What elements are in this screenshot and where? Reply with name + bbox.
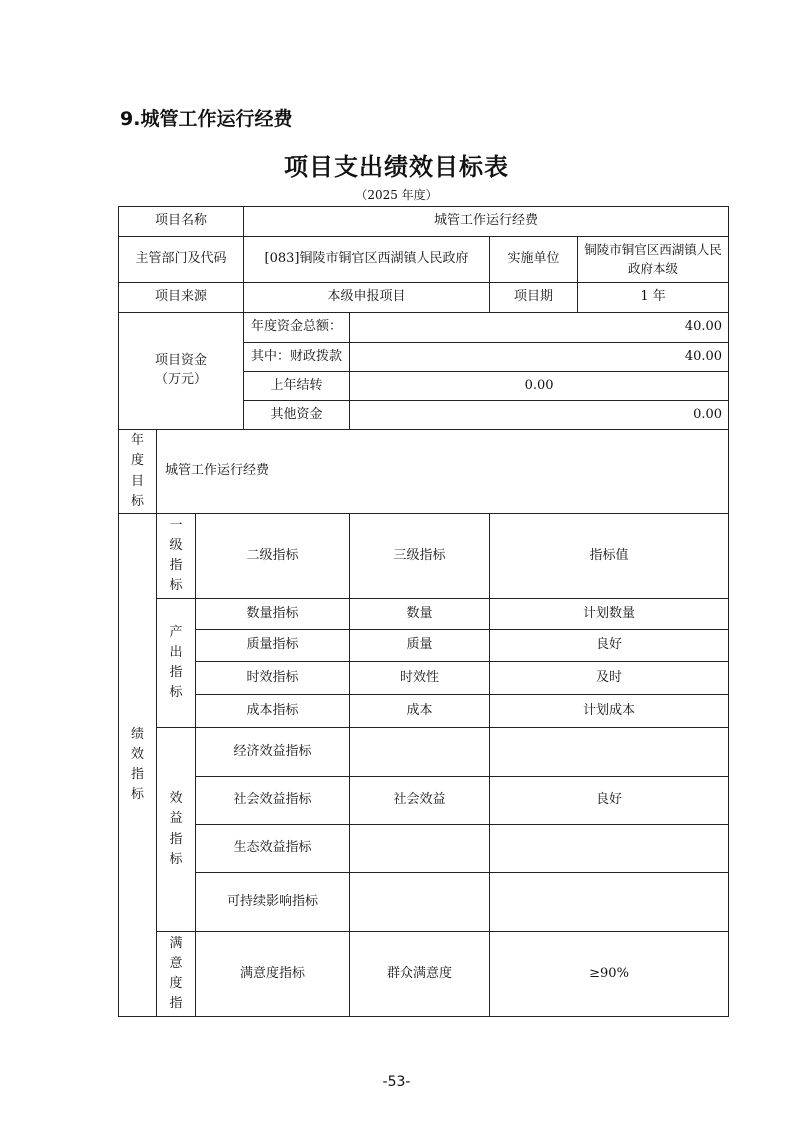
source-value: 本级申报项目 <box>244 283 490 313</box>
funds-fiscal-label: 其中：财政拨款 <box>244 343 350 372</box>
table-row-l3: 质量 <box>350 630 490 662</box>
period-label: 项目期 <box>490 283 578 313</box>
table-row-value: 计划成本 <box>490 695 729 728</box>
period-value: 1 年 <box>578 283 729 313</box>
output-indicator-label: 产出指标 <box>157 599 196 728</box>
table-row-value: 及时 <box>490 662 729 695</box>
table-row-l2: 满意度指标 <box>196 932 350 1017</box>
table-row-l2: 成本指标 <box>196 695 350 728</box>
table-row-l2: 社会效益指标 <box>196 777 350 825</box>
level3-header: 三级指标 <box>350 514 490 599</box>
table-row-value: 良好 <box>490 777 729 825</box>
table-row-l2: 生态效益指标 <box>196 825 350 873</box>
value-header: 指标值 <box>490 514 729 599</box>
table-row-l3: 社会效益 <box>350 777 490 825</box>
section-heading: 9.城管工作运行经费 <box>120 108 293 130</box>
level1-header: 一级指标 <box>157 514 196 599</box>
table-row-value <box>490 873 729 932</box>
table-row-l3: 时效性 <box>350 662 490 695</box>
annual-goal-value: 城管工作运行经费 <box>157 430 729 514</box>
funds-total-label: 年度资金总额： <box>244 313 350 343</box>
table-title: 项目支出绩效目标表 <box>284 153 509 181</box>
table-row-l3 <box>350 728 490 777</box>
impl-value: 铜陵市铜官区西湖镇人民政府本级 <box>578 237 729 283</box>
table-row-l3 <box>350 825 490 873</box>
table-row-l3: 群众满意度 <box>350 932 490 1017</box>
table-row-value <box>490 728 729 777</box>
benefit-indicator-label: 效益指标 <box>157 728 196 932</box>
table-row-value <box>490 825 729 873</box>
table-row-value: ≥90% <box>490 932 729 1017</box>
project-name-value: 城管工作运行经费 <box>244 207 729 237</box>
table-row-l3: 数量 <box>350 599 490 630</box>
page-number: -53- <box>382 1074 411 1090</box>
table-row-l2: 经济效益指标 <box>196 728 350 777</box>
funds-total-value: 40.00 <box>350 313 729 343</box>
funds-other-value: 0.00 <box>350 401 729 430</box>
table-row-l2: 可持续影响指标 <box>196 873 350 932</box>
annual-goal-label: 年度目标 <box>119 430 157 514</box>
funds-label: 项目资金 （万元） <box>119 313 244 430</box>
source-label: 项目来源 <box>119 283 244 313</box>
table-row-l3 <box>350 873 490 932</box>
funds-carry-label: 上年结转 <box>244 372 350 401</box>
table-row-l2: 时效指标 <box>196 662 350 695</box>
impl-label: 实施单位 <box>490 237 578 283</box>
funds-carry-value: 0.00 <box>350 372 729 401</box>
year-note: （2025 年度） <box>355 188 438 202</box>
table-row-value: 良好 <box>490 630 729 662</box>
perf-indicator-label: 绩效指标 <box>119 514 157 1017</box>
satisfaction-indicator-label: 满意度指 <box>157 932 196 1017</box>
table-row-l2: 数量指标 <box>196 599 350 630</box>
performance-target-table <box>118 206 729 1017</box>
project-name-label: 项目名称 <box>119 207 244 237</box>
dept-value: [083]铜陵市铜官区西湖镇人民政府 <box>244 237 490 283</box>
table-row-l2: 质量指标 <box>196 630 350 662</box>
dept-label: 主管部门及代码 <box>119 237 244 283</box>
funds-fiscal-value: 40.00 <box>350 343 729 372</box>
table-row-value: 计划数量 <box>490 599 729 630</box>
level2-header: 二级指标 <box>196 514 350 599</box>
funds-other-label: 其他资金 <box>244 401 350 430</box>
table-row-l3: 成本 <box>350 695 490 728</box>
